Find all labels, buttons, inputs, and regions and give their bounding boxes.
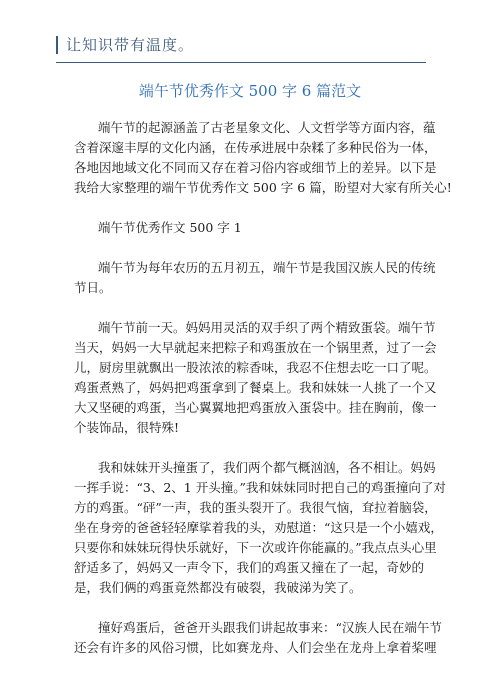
text-line: 方的鸡蛋。“砰”一声，我的蛋头裂开了。我很气恼，耷拉着脑袋， [74, 500, 437, 515]
header-slogan: 让知识带有温度。 [66, 36, 195, 54]
text-line: 端午节前一天。妈妈用灵活的双手织了两个精致蛋袋。端午节 [98, 320, 436, 335]
paragraph [74, 218, 430, 238]
page-header [56, 34, 456, 58]
document-title: 端午节优秀作文 500 字 6 篇范文 [138, 82, 362, 100]
text-line: 个装饰品，很特殊! [74, 420, 180, 435]
text-line: 我和妹妹开头撞蛋了，我们两个都气概汹汹，各不相让。妈妈 [98, 460, 436, 475]
text-line: 当天，妈妈一大早就起来把粽子和鸡蛋放在一个锅里煮，过了一会 [74, 340, 437, 355]
text-line: 端午节为每年农历的五月初五，端午节是我国汉族人民的传统 [98, 260, 436, 275]
text-line: 我给大家整理的端午节优秀作文 500 字 6 篇，盼望对大家有所关心! [74, 180, 452, 195]
text-line: 坐在身旁的爸爸轻轻摩挲着我的头，劝慰道：“这只是一个小嬉戏， [74, 520, 443, 535]
text-line: 端午节优秀作文 500 字 1 [98, 220, 242, 235]
text-line: 各地因地域文化不同而又存在着习俗内容或细节上的差异。以下是 [74, 160, 437, 175]
text-line: 还会有许多的风俗习惯，比如赛龙舟、人们会坐在龙舟上拿着桨哩 [74, 640, 437, 655]
header-divider [56, 62, 426, 63]
text-line: 是，我们俩的鸡蛋竟然都没有破裂，我破涕为笑了。 [74, 580, 362, 595]
text-line: 儿，厨房里就飘出一股浓浓的粽香味，我忍不住想去吃一口了呢。 [74, 360, 437, 375]
paragraph [74, 118, 452, 198]
paragraph [74, 618, 442, 658]
text-line: 舒适多了，妈妈又一声令下，我们的鸡蛋又撞在了一起，奇妙的 [74, 560, 425, 575]
paragraph [74, 258, 436, 298]
article-body [74, 118, 452, 678]
text-line: 一挥手说：“3、2、1 开头撞。”我和妹妹同时把自己的鸡蛋撞向了对 [74, 480, 446, 495]
text-line: 端午节的起源涵盖了古老星象文化、人文哲学等方面内容，蕴 [98, 120, 436, 135]
text-line: 撞好鸡蛋后，爸爸开头跟我们讲起故事来：“汉族人民在端午节 [98, 620, 442, 635]
text-line: 节日。 [74, 280, 112, 295]
paragraph [74, 318, 437, 438]
text-line: 大又坚硬的鸡蛋，当心翼翼地把鸡蛋放入蛋袋中。挂在胸前，像一 [74, 400, 437, 415]
text-line: 鸡蛋煮熟了，妈妈把鸡蛋拿到了餐桌上。我和妹妹一人挑了一个又 [74, 380, 437, 395]
header-accent-bar [56, 36, 58, 54]
paragraph [74, 458, 446, 598]
text-line: 只要你和妹妹玩得快乐就好，下一次或许你能赢的。”我点点头心里 [74, 540, 437, 555]
text-line: 含着深邃丰厚的文化内涵，在传承进展中杂糅了多种民俗为一体， [74, 140, 437, 155]
